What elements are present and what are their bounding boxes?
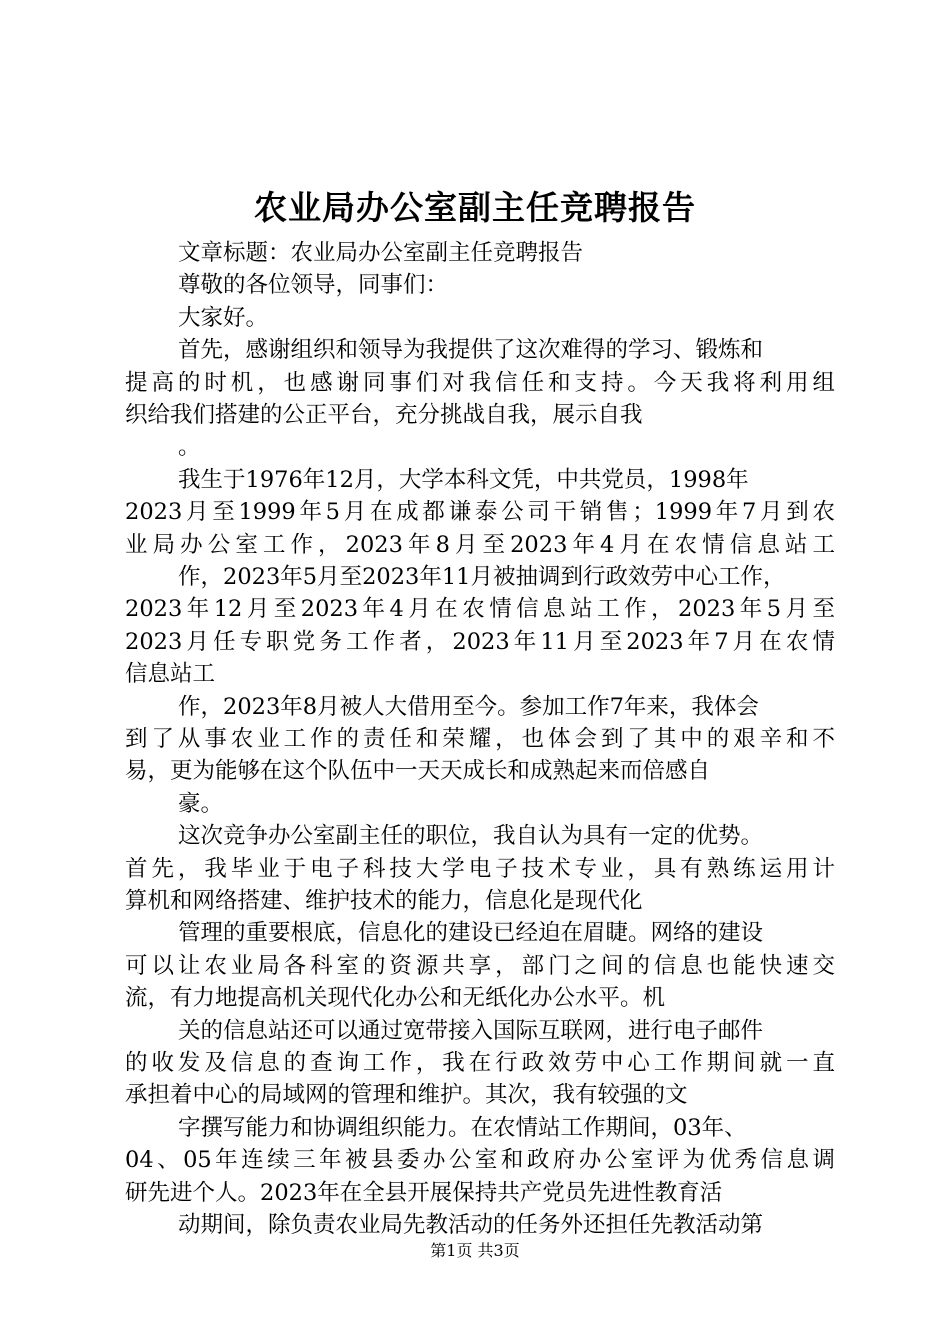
paragraph-line: 04、05年连续三年被县委办公室和政府办公室评为优秀信息调 [125, 1147, 835, 1174]
paragraph-line: 流，有力地提高机关现代化办公和无纸化办公水平。机 [125, 985, 666, 1012]
paragraph-line: 提高的时机，也感谢同事们对我信任和支持。今天我将利用组 [125, 369, 835, 396]
paragraph-line: 作，2023年8月被人大借用至今。参加工作7年来，我体会 [178, 693, 759, 720]
paragraph-line: 的收发及信息的查询工作，我在行政效劳中心工作期间就一直 [125, 1050, 835, 1076]
paragraph-line: 信息站工 [125, 661, 216, 688]
paragraph-line: 关的信息站还可以通过宽带接入国际互联网，进行电子邮件 [178, 1017, 764, 1044]
paragraph-line: 2023月至1999年5月在成都谦泰公司干销售；1999年7月到农 [125, 499, 835, 526]
paragraph-line: 2023月任专职党务工作者，2023年11月至2023年7月在农情 [125, 628, 835, 655]
paragraph-line: 业局办公室工作，2023年8月至2023年4月在农情信息站工 [125, 531, 835, 558]
paragraph-line: 首先，我毕业于电子科技大学电子技术专业，具有熟练运用计 [125, 855, 835, 882]
document-title: 农业局办公室副主任竞聘报告 [254, 188, 696, 227]
paragraph-line: 尊敬的各位领导，同事们： [178, 272, 449, 299]
paragraph-line: 豪。 [178, 790, 224, 817]
paragraph-line: 大家好。 [178, 304, 269, 331]
paragraph-line: 作，2023年5月至2023年11月被抽调到行政效劳中心工作， [178, 564, 786, 590]
paragraph-line: 。 [178, 434, 201, 461]
paragraph-line: 文章标题：农业局办公室副主任竞聘报告 [178, 240, 584, 266]
paragraph-line: 我生于1976年12月，大学本科文凭，中共党员，1998年 [178, 466, 749, 493]
paragraph-line: 易，更为能够在这个队伍中一天天成长和成熟起来而倍感自 [125, 758, 711, 785]
paragraph-line: 2023年12月至2023年4月在农情信息站工作，2023年5月至 [125, 596, 835, 623]
paragraph-line: 承担着中心的局域网的管理和维护。其次，我有较强的文 [125, 1082, 688, 1109]
paragraph-line: 动期间，除负责农业局先教活动的任务外还担任先教活动第 [178, 1212, 764, 1238]
paragraph-line: 管理的重要根底，信息化的建设已经迫在眉睫。网络的建设 [178, 920, 764, 947]
paragraph-line: 首先，感谢组织和领导为我提供了这次难得的学习、锻炼和 [178, 337, 764, 364]
paragraph-line: 可以让农业局各科室的资源共享，部门之间的信息也能快速交 [125, 952, 835, 979]
paragraph-line: 到了从事农业工作的责任和荣耀，也体会到了其中的艰辛和不 [125, 726, 835, 752]
page-footer: 第1页 共3页 [430, 1241, 520, 1260]
paragraph-line: 这次竞争办公室副主任的职位，我自认为具有一定的优势。 [178, 823, 764, 850]
paragraph-line: 算机和网络搭建、维护技术的能力，信息化是现代化 [125, 888, 643, 914]
paragraph-line: 研先进个人。2023年在全县开展保持共产党员先进性教育活 [125, 1179, 723, 1206]
paragraph-line: 织给我们搭建的公正平台，充分挑战自我，展示自我 [125, 402, 643, 428]
paragraph-line: 字撰写能力和协调组织能力。在农情站工作期间，03年、 [178, 1114, 747, 1141]
